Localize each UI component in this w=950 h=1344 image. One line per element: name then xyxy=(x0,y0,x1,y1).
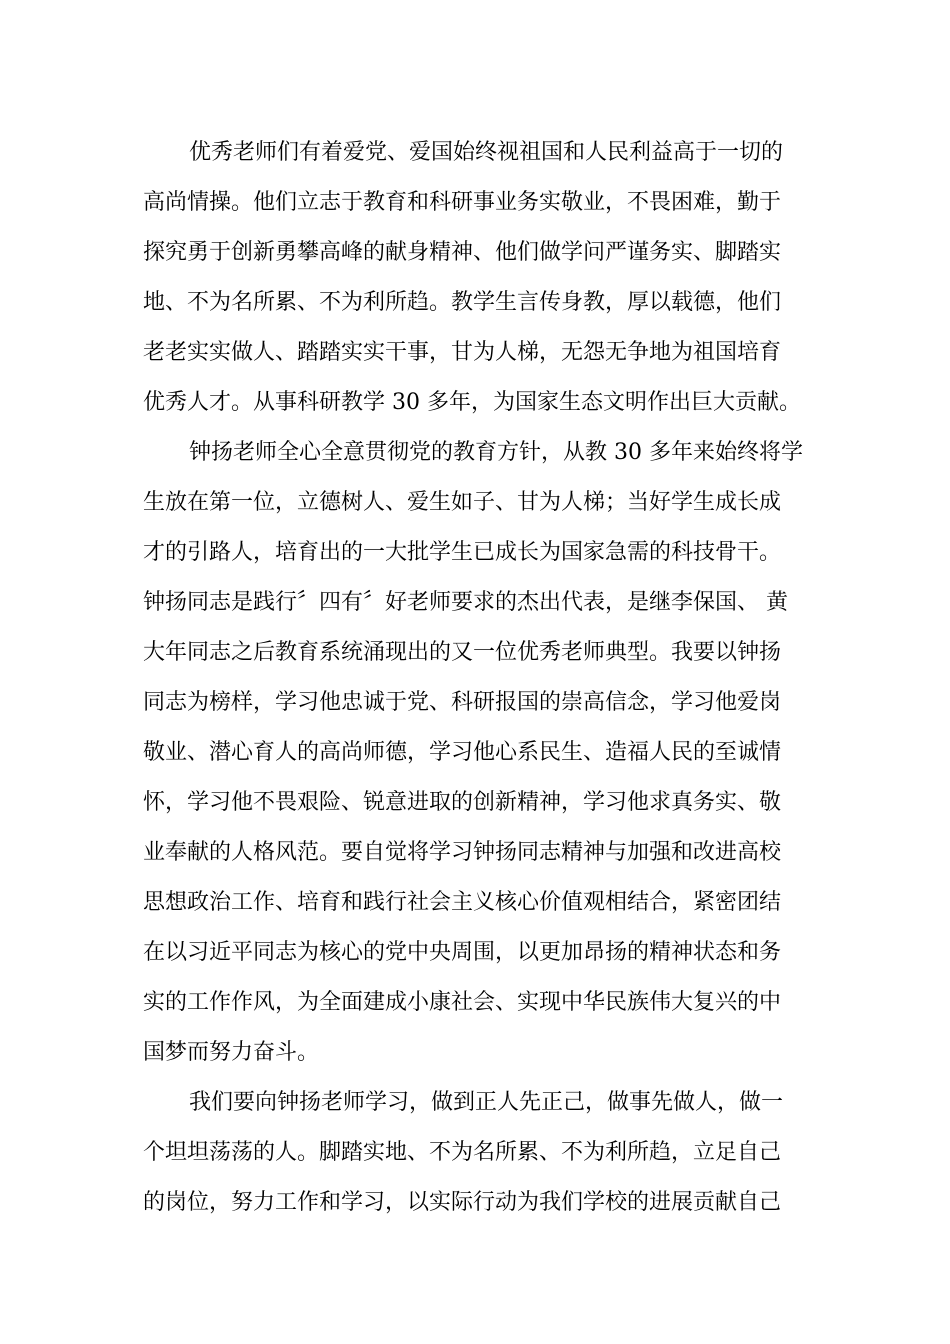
text-line: 在以习近平同志为核心的党中央周围，以更加昂扬的精神状态和务 xyxy=(143,940,782,965)
text-line: 老老实实做人、踏踏实实干事，甘为人梯，无怨无争地为祖国培育 xyxy=(143,340,782,365)
text-line: 生放在第一位，立德树人、爱生如子、甘为人梯；当好学生成长成 xyxy=(143,490,782,515)
text-line: 地、不为名所累、不为利所趋。教学生言传身教，厚以载德，他们 xyxy=(143,290,782,315)
text-line: 探究勇于创新勇攀高峰的献身精神、他们做学问严谨务实、脚踏实 xyxy=(143,240,782,265)
text-line: 才的引路人，培育出的一大批学生已成长为国家急需的科技骨干。 xyxy=(143,540,782,565)
paragraph-3 xyxy=(143,1078,808,1228)
text-line: 个坦坦荡荡的人。脚踏实地、不为名所累、不为利所趋，立足自己 xyxy=(143,1140,782,1165)
text-line: 实的工作作风，为全面建成小康社会、实现中华民族伟大复兴的中 xyxy=(143,990,782,1015)
text-line: 优秀人才。从事科研教学 30 多年，为国家生态文明作出巨大贡献。 xyxy=(143,390,801,415)
text-line: 怀，学习他不畏艰险、锐意进取的创新精神，学习他求真务实、敬 xyxy=(143,790,782,815)
text-line: 优秀老师们有着爱党、爱国始终视祖国和人民利益高于一切的 xyxy=(189,140,784,165)
text-line: 大年同志之后教育系统涌现出的又一位优秀老师典型。我要以钟扬 xyxy=(143,640,782,665)
text-line: 钟扬老师全心全意贯彻党的教育方针，从教 30 多年来始终将学 xyxy=(189,440,803,465)
paragraph-2 xyxy=(143,428,808,1078)
text-line: 同志为榜样，学习他忠诚于党、科研报国的崇高信念，学习他爱岗 xyxy=(143,690,782,715)
text-line: 钟扬同志是践行〞四有〞好老师要求的杰出代表，是继李保国、 黄 xyxy=(143,590,788,615)
text-line: 敬业、潜心育人的高尚师德，学习他心系民生、造福人民的至诚情 xyxy=(143,740,782,765)
text-line: 我们要向钟扬老师学习，做到正人先正己，做事先做人，做一 xyxy=(189,1090,784,1115)
text-line: 思想政治工作、培育和践行社会主义核心价值观相结合，紧密团结 xyxy=(143,890,782,915)
paragraph-1 xyxy=(143,128,808,428)
text-line: 高尚情操。他们立志于教育和科研事业务实敬业，不畏困难，勤于 xyxy=(143,190,782,215)
text-line: 国梦而努力奋斗。 xyxy=(143,1040,320,1065)
text-line: 的岗位，努力工作和学习，以实际行动为我们学校的进展贡献自己 xyxy=(143,1190,782,1215)
text-line: 业奉献的人格风范。要自觉将学习钟扬同志精神与加强和改进高校 xyxy=(143,840,782,865)
document-body xyxy=(143,128,808,1228)
